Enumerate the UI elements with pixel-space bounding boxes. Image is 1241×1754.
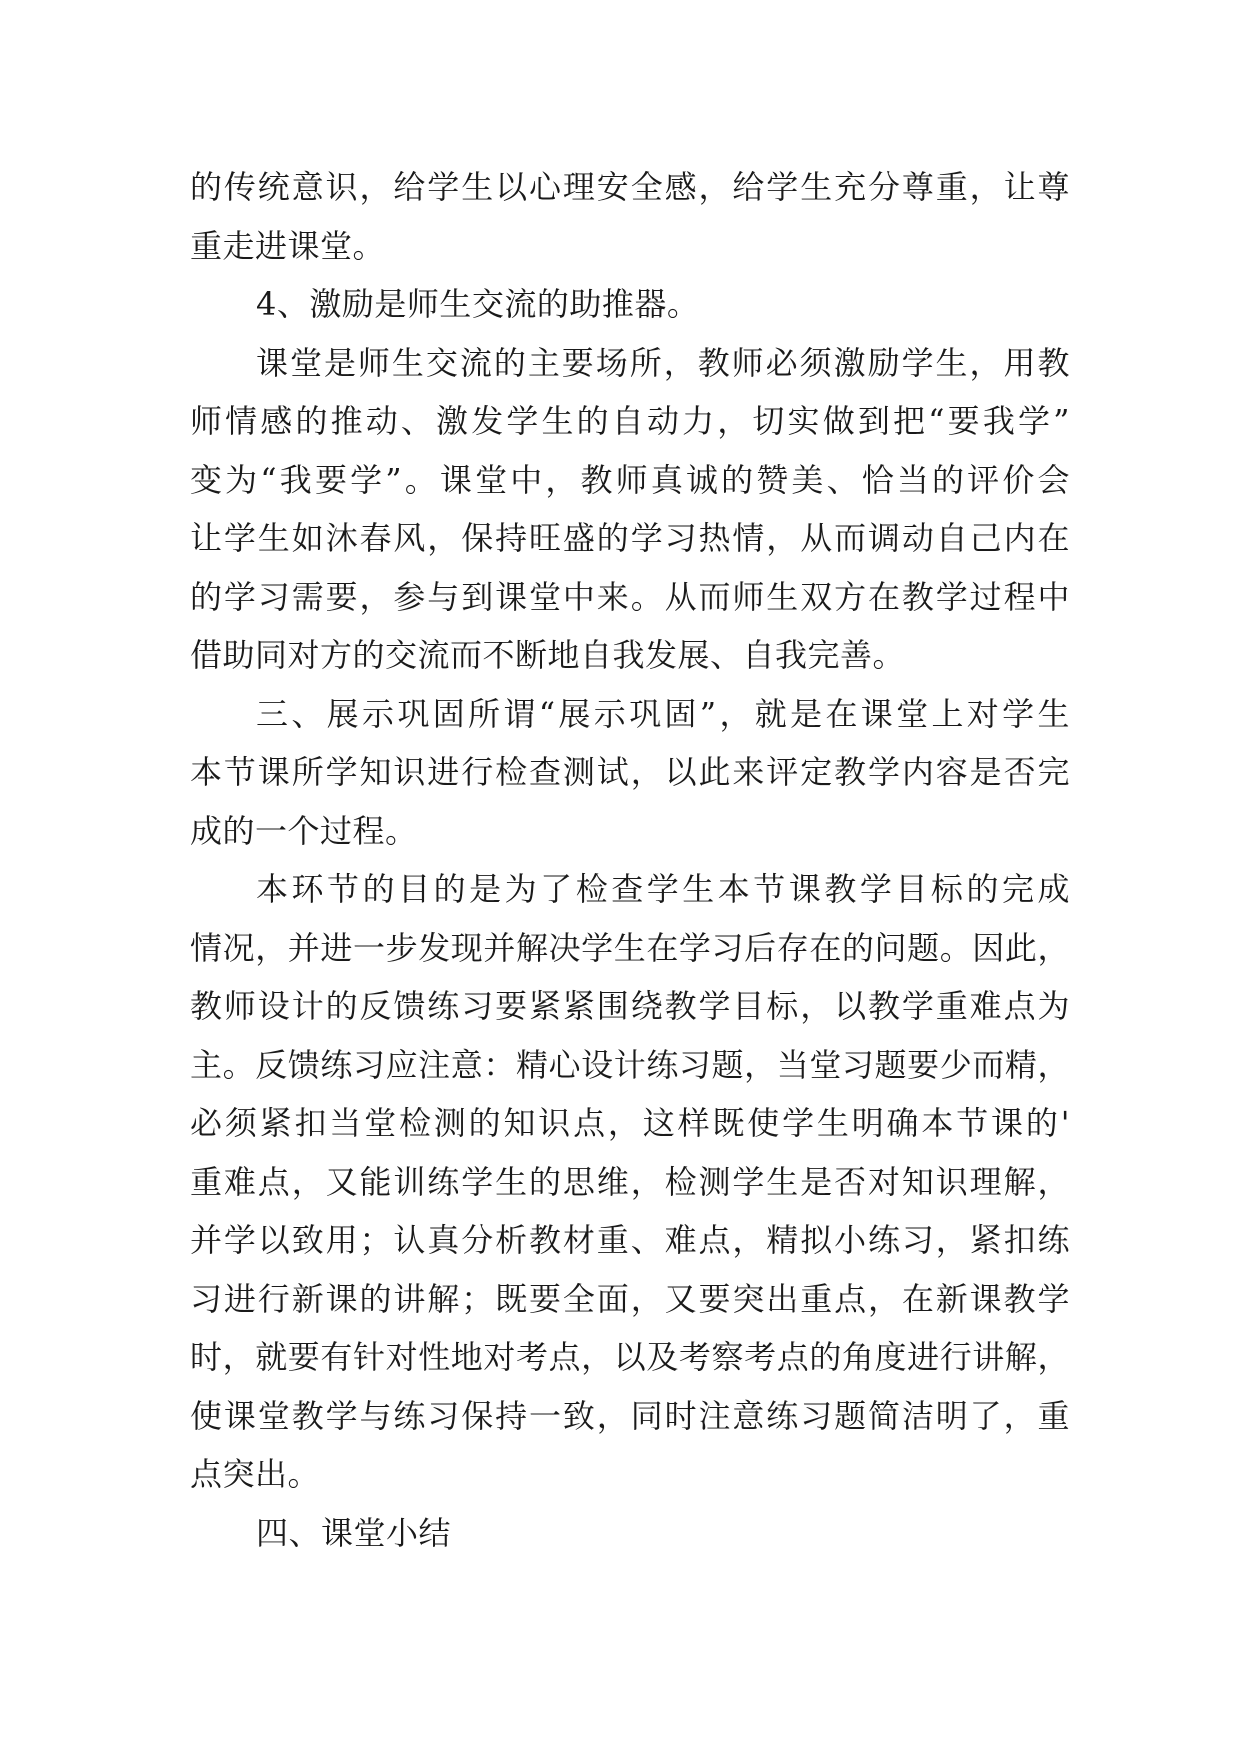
body-text	[190, 158, 1070, 1562]
text-line: 使课堂教学与练习保持一致，同时注意练习题简洁明了，重	[190, 1396, 1070, 1435]
text-line: 重走进课堂。	[190, 226, 386, 265]
text-line: 的学习需要，参与到课堂中来。从而师生双方在教学过程中	[190, 577, 1070, 616]
text-line: 情况，并进一步发现并解决学生在学习后存在的问题。因此，	[190, 928, 1070, 967]
text-line: 四、课堂小结	[256, 1513, 452, 1552]
text-line: 的传统意识，给学生以心理安全感，给学生充分尊重，让尊	[190, 168, 1070, 206]
text-line: 本节课所学知识进行检查测试，以此来评定教学内容是否完	[190, 753, 1070, 791]
text-line: 主。反馈练习应注意：精心设计练习题，当堂习题要少而精，	[190, 1045, 1070, 1084]
text-line: 三、展示巩固所谓“展示巩固”，就是在课堂上对学生	[256, 694, 1070, 733]
text-line: 师情感的推动、激发学生的自动力，切实做到把“要我学”	[190, 402, 1070, 440]
text-line: 重难点，又能训练学生的思维，检测学生是否对知识理解，	[190, 1162, 1070, 1201]
text-line: 教师设计的反馈练习要紧紧围绕教学目标，以教学重难点为	[190, 987, 1070, 1025]
text-line: 时，就要有针对性地对考点，以及考察考点的角度进行讲解，	[190, 1338, 1070, 1376]
text-line: 让学生如沐春风，保持旺盛的学习热情，从而调动自己内在	[190, 519, 1070, 557]
text-line: 4、激励是师生交流的助推器。	[256, 285, 700, 323]
text-line: 变为“我要学”。课堂中，教师真诚的赞美、恰当的评价会	[190, 460, 1070, 499]
text-line: 成的一个过程。	[190, 811, 418, 850]
text-line: 课堂是师生交流的主要场所，教师必须激励学生，用教	[256, 343, 1070, 382]
text-line: 本环节的目的是为了检查学生本节课教学目标的完成	[256, 870, 1070, 908]
text-line: 借助同对方的交流而不断地自我发展、自我完善。	[190, 636, 906, 674]
text-line: 并学以致用；认真分析教材重、难点，精拟小练习，紧扣练	[190, 1221, 1070, 1259]
text-line: 点突出。	[190, 1455, 321, 1493]
text-line: 必须紧扣当堂检测的知识点，这样既使学生明确本节课的'	[190, 1104, 1070, 1142]
text-line: 习进行新课的讲解；既要全面，又要突出重点，在新课教学	[190, 1279, 1070, 1318]
